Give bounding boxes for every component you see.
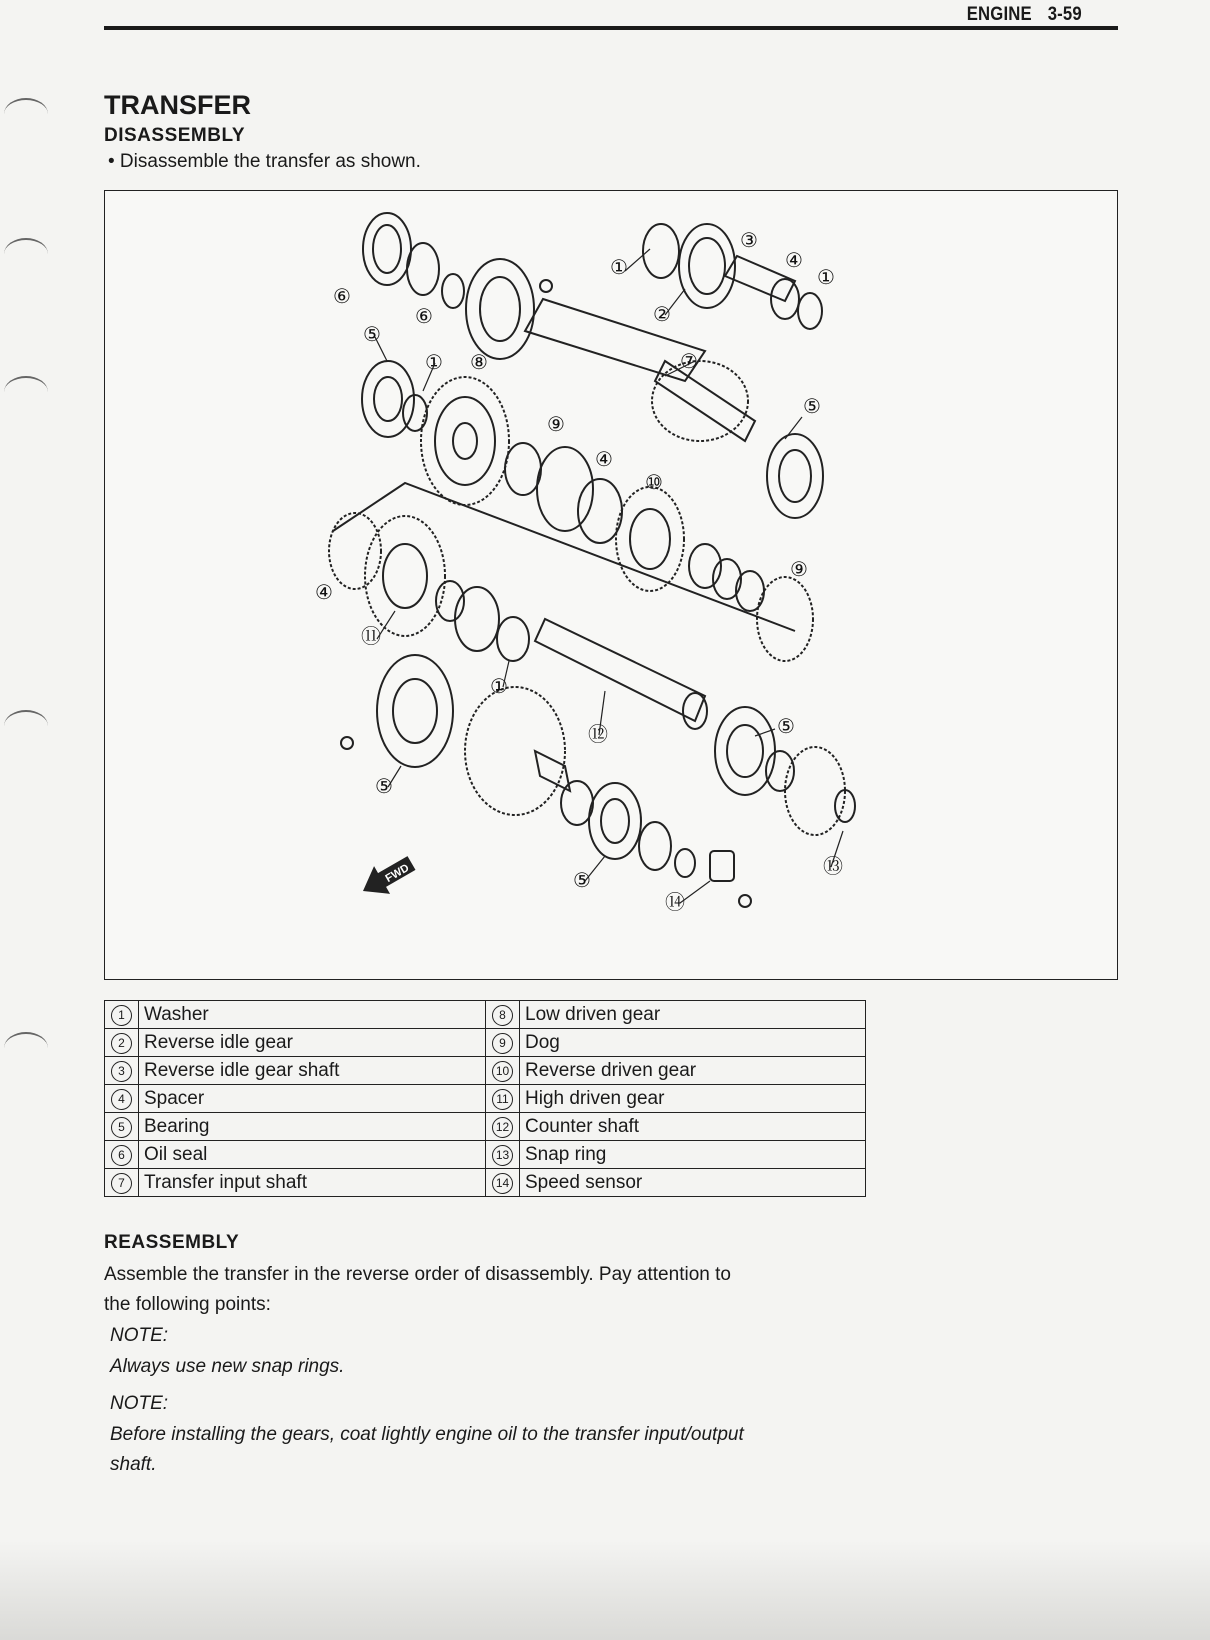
table-row [105,1113,866,1141]
binding-mark [4,98,48,130]
callout-7: ⑦ [680,349,698,373]
callout-4c: ④ [315,580,333,604]
part-name: Dog [520,1029,866,1057]
binding-mark [4,238,48,270]
rear-gear [785,747,845,835]
note-text: Always use new snap rings. [110,1356,345,1377]
bearing-lower [589,783,641,859]
callout-14: ⑭ [665,890,685,914]
callout-1c: ① [817,265,835,289]
callout-12: ⑫ [588,722,608,746]
part-number: 2 [111,1033,132,1054]
page-number: 3-59 [1047,4,1082,25]
part-name: Bearing [139,1113,486,1141]
note-text: Before installing the gears, coat lightly engine oil to the transfer input/output shaft. [110,1424,744,1475]
table-row [105,1169,866,1197]
callout-1a: ① [425,350,443,374]
part-name: Washer [139,1001,486,1029]
bearing-right [767,434,823,518]
fwd-label: FWD [383,862,412,885]
part-number: 3 [111,1061,132,1082]
part-name: Snap ring [520,1141,866,1169]
callout-9a: ⑨ [547,412,565,436]
table-row [105,1029,866,1057]
transfer-exploded-view [105,191,1119,981]
callout-4a: ④ [785,248,803,272]
part-number: 11 [492,1089,513,1110]
part-number: 10 [492,1061,513,1082]
disassembly-instruction: • Disassemble the transfer as shown. [108,151,421,172]
transfer-input-shaft-gears [652,361,748,441]
callout-9b: ⑨ [790,557,808,581]
callout-6b: ⑥ [415,304,433,328]
exploded-diagram [104,190,1118,980]
speed-sensor-body [710,851,734,881]
binding-mark [4,710,48,742]
callout-10: ⑩ [645,470,663,494]
header-section: ENGINE [966,4,1032,25]
table-row [105,1085,866,1113]
callout-5a: ⑤ [363,322,381,346]
scan-shadow [0,1540,1210,1640]
table-row [105,1001,866,1029]
reverse-idle-gear [679,224,735,308]
section-title: TRANSFER [104,90,251,120]
part-number: 1 [111,1005,132,1026]
part-name: High driven gear [520,1085,866,1113]
callout-labels [315,228,843,914]
binding-mark [4,376,48,408]
callout-5c: ⑤ [777,714,795,738]
high-driven-gear [365,516,445,636]
part-name: Spacer [139,1085,486,1113]
part-number: 7 [111,1173,132,1194]
table-row [105,1057,866,1085]
parts-legend-table [104,1000,866,1197]
table-row [105,1141,866,1169]
callout-5b: ⑤ [803,394,821,418]
page-header [967,4,1082,26]
oil-seal-small [407,243,439,295]
part-number: 4 [111,1089,132,1110]
input-bearing [466,259,534,359]
callout-4b: ④ [595,447,613,471]
callout-6a: ⑥ [333,284,351,308]
part-name: Reverse idle gear shaft [139,1057,486,1085]
reassembly-title: REASSEMBLY [104,1232,240,1253]
header-rule [104,26,1118,30]
part-number: 14 [492,1173,513,1194]
bearing-counter [715,707,775,795]
callout-1d: ① [490,674,508,698]
high-driven-gear-small [329,513,381,589]
part-name: Counter shaft [520,1113,866,1141]
callout-13: ⑬ [823,854,843,878]
note-label: NOTE: [110,1393,169,1414]
counter-shaft [535,619,705,721]
callout-11: ⑪ [361,624,381,648]
note-label: NOTE: [110,1325,169,1346]
part-number: 9 [492,1033,513,1054]
part-number: 5 [111,1117,132,1138]
part-name: Reverse driven gear [520,1057,866,1085]
part-name: Speed sensor [520,1169,866,1197]
part-number: 6 [111,1145,132,1166]
binding-mark [4,1032,48,1064]
part-name: Oil seal [139,1141,486,1169]
output-gear [465,687,565,815]
part-number: 13 [492,1145,513,1166]
part-number: 8 [492,1005,513,1026]
part-name: Low driven gear [520,1001,866,1029]
part-name: Transfer input shaft [139,1169,486,1197]
callout-5e: ⑤ [573,868,591,892]
callout-5d: ⑤ [375,774,393,798]
callout-2: ② [653,302,671,326]
callout-1b: ① [610,255,628,279]
oil-seal-upper [363,213,411,285]
output-bearing [377,655,453,767]
fwd-arrow [355,849,419,905]
part-number: 12 [492,1117,513,1138]
disassembly-title: DISASSEMBLY [104,125,245,146]
part-name: Reverse idle gear [139,1029,486,1057]
reassembly-intro: Assemble the transfer in the reverse order of disassembly. Pay attention to the following points: [104,1264,731,1315]
callout-8: ⑧ [470,350,488,374]
callout-3: ③ [740,228,758,252]
